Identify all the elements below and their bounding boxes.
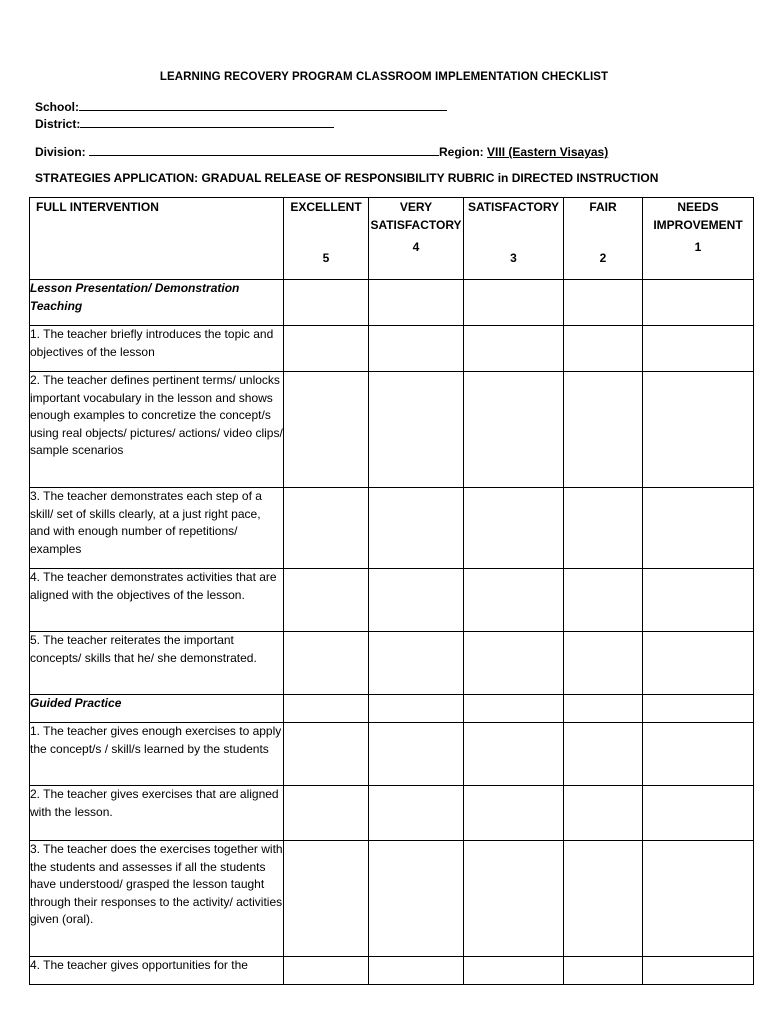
rating-cell[interactable] — [564, 841, 643, 957]
rating-cell[interactable] — [284, 695, 369, 723]
region-label: Region: — [439, 145, 484, 159]
table-row — [30, 841, 754, 957]
rating-cell[interactable] — [369, 841, 464, 957]
rubric-heading: STRATEGIES APPLICATION: GRADUAL RELEASE OF RESPONSIBILITY RUBRIC in DIRECTED INSTRUCTION — [35, 171, 659, 185]
column-header-very-satisfactory: VERY SATISFACTORY 4 — [369, 198, 464, 280]
rating-cell[interactable] — [369, 488, 464, 569]
rating-cell[interactable] — [564, 372, 643, 488]
table-row — [30, 372, 754, 488]
rating-cell[interactable] — [464, 372, 564, 488]
criterion-text: 1. The teacher gives enough exercises to apply the concept/s / skill/s learned by the students — [30, 723, 284, 786]
rubric-table — [29, 197, 754, 985]
table-row — [30, 569, 754, 632]
column-header-excellent: EXCELLENT 5 — [284, 198, 369, 280]
school-label: School: — [35, 100, 79, 114]
rating-cell[interactable] — [564, 488, 643, 569]
rating-cell[interactable] — [564, 569, 643, 632]
rating-cell[interactable] — [284, 326, 369, 372]
score-very-satisfactory: 4 — [412, 240, 420, 255]
criterion-text: 2. The teacher gives exercises that are aligned with the lesson. — [30, 786, 284, 841]
rating-cell[interactable] — [643, 372, 754, 488]
score-excellent: 5 — [322, 250, 330, 265]
rating-cell[interactable] — [284, 632, 369, 695]
rating-cell[interactable] — [464, 723, 564, 786]
rating-cell[interactable] — [564, 786, 643, 841]
division-region-field — [35, 143, 608, 159]
rating-cell[interactable] — [643, 280, 754, 326]
table-row — [30, 632, 754, 695]
score-fair: 2 — [599, 250, 607, 265]
criterion-text: 2. The teacher defines pertinent terms/ unlocks important vocabulary in the lesson and shows enough examples to concretize the concept/s using real objects/ pictures/ actions/ video clips/ sample scenarios — [30, 372, 284, 488]
rating-cell[interactable] — [643, 841, 754, 957]
table-row — [30, 326, 754, 372]
rating-cell[interactable] — [369, 569, 464, 632]
district-label: District: — [35, 117, 81, 131]
rating-cell[interactable] — [369, 695, 464, 723]
rating-cell[interactable] — [564, 326, 643, 372]
rating-cell[interactable] — [564, 695, 643, 723]
rating-cell[interactable] — [464, 786, 564, 841]
rating-cell[interactable] — [284, 957, 369, 985]
rating-cell[interactable] — [643, 695, 754, 723]
rating-cell[interactable] — [284, 569, 369, 632]
column-header-full-intervention: FULL INTERVENTION — [30, 198, 284, 280]
division-label: Division: — [35, 145, 86, 159]
criterion-text: 4. The teacher gives opportunities for the — [30, 957, 284, 985]
table-row — [30, 488, 754, 569]
rating-cell[interactable] — [284, 372, 369, 488]
rating-cell[interactable] — [464, 957, 564, 985]
rating-cell[interactable] — [284, 786, 369, 841]
rating-cell[interactable] — [643, 569, 754, 632]
rating-cell[interactable] — [284, 280, 369, 326]
table-row — [30, 786, 754, 841]
column-header-needs-improvement: NEEDS IMPROVEMENT 1 — [643, 198, 754, 280]
rating-cell[interactable] — [564, 723, 643, 786]
rating-cell[interactable] — [564, 957, 643, 985]
rating-cell[interactable] — [464, 488, 564, 569]
rating-cell[interactable] — [464, 695, 564, 723]
rating-cell[interactable] — [369, 632, 464, 695]
table-header-row — [30, 198, 754, 280]
column-header-fair: FAIR 2 — [564, 198, 643, 280]
region-value: VIII (Eastern Visayas) — [487, 145, 609, 159]
column-header-satisfactory: SATISFACTORY 3 — [464, 198, 564, 280]
rating-cell[interactable] — [284, 841, 369, 957]
rating-cell[interactable] — [643, 786, 754, 841]
criterion-text: 3. The teacher does the exercises together with the students and assesses if all the students have understood/ grasped the lesson taught through their responses to the activity/ activities given (oral). — [30, 841, 284, 957]
table-row — [30, 723, 754, 786]
rating-cell[interactable] — [564, 632, 643, 695]
rating-cell[interactable] — [369, 326, 464, 372]
rating-cell[interactable] — [643, 632, 754, 695]
criterion-text: 4. The teacher demonstrates activities that are aligned with the objectives of the lesson. — [30, 569, 284, 632]
rating-cell[interactable] — [369, 280, 464, 326]
section-label-guided-practice: Guided Practice — [30, 695, 284, 723]
district-blank-line[interactable] — [80, 115, 334, 128]
rating-cell[interactable] — [369, 723, 464, 786]
criterion-text: 3. The teacher demonstrates each step of a skill/ set of skills clearly, at a just right pace, and with enough number of repetitions/ examples — [30, 488, 284, 569]
rating-cell[interactable] — [464, 632, 564, 695]
rating-cell[interactable] — [643, 723, 754, 786]
rating-cell[interactable] — [284, 723, 369, 786]
rating-cell[interactable] — [369, 786, 464, 841]
checklist-title: LEARNING RECOVERY PROGRAM CLASSROOM IMPLEMENTATION CHECKLIST — [159, 71, 609, 83]
table-row — [30, 695, 754, 723]
school-blank-line[interactable] — [79, 98, 447, 111]
rating-cell[interactable] — [564, 280, 643, 326]
score-needs-improvement: 1 — [694, 240, 702, 255]
rating-cell[interactable] — [643, 957, 754, 985]
score-satisfactory: 3 — [510, 250, 517, 265]
section-label-lesson-presentation: Lesson Presentation/ Demonstration Teaching — [30, 280, 284, 326]
criterion-text: 5. The teacher reiterates the important concepts/ skills that he/ she demonstrated. — [30, 632, 284, 695]
school-field — [35, 98, 447, 114]
rating-cell[interactable] — [464, 569, 564, 632]
rating-cell[interactable] — [643, 326, 754, 372]
criterion-text: 1. The teacher briefly introduces the topic and objectives of the lesson — [30, 326, 284, 372]
rating-cell[interactable] — [643, 488, 754, 569]
division-blank-line[interactable] — [89, 143, 439, 156]
rating-cell[interactable] — [369, 372, 464, 488]
district-field — [35, 115, 334, 131]
rating-cell[interactable] — [369, 957, 464, 985]
rating-cell[interactable] — [464, 841, 564, 957]
rating-cell[interactable] — [284, 488, 369, 569]
rating-cell[interactable] — [464, 326, 564, 372]
table-row — [30, 280, 754, 326]
rating-cell[interactable] — [464, 280, 564, 326]
table-row — [30, 957, 754, 985]
